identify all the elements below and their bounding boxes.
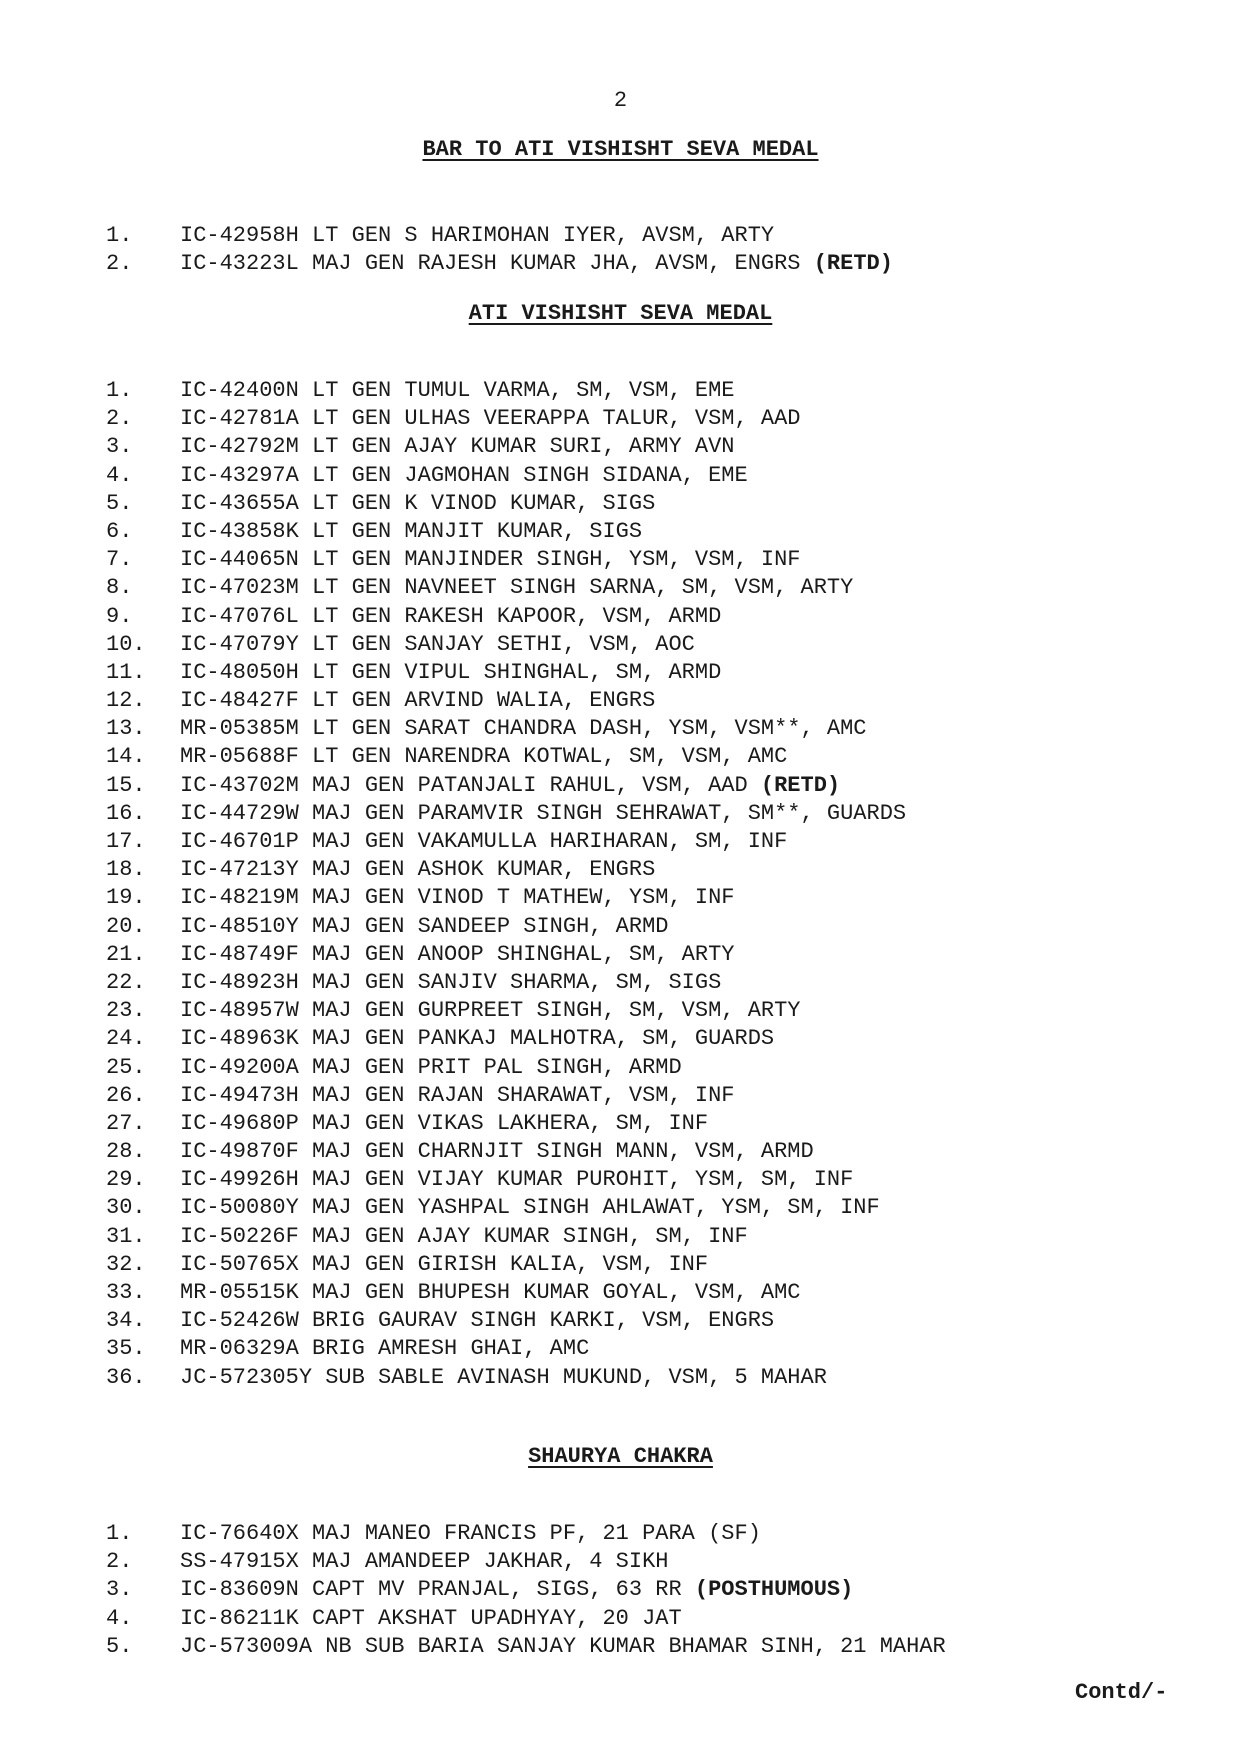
item-text <box>180 1364 827 1392</box>
item-number: 1. <box>106 378 133 403</box>
item-text <box>180 884 735 912</box>
item-text <box>180 603 721 631</box>
item-number: 15. <box>106 772 146 798</box>
item-number: 5. <box>106 1633 133 1659</box>
item-number: 18. <box>106 857 146 883</box>
item-number: 16. <box>106 800 146 826</box>
item-number: 3. <box>106 434 133 460</box>
item-details: IC-48427F LT GEN ARVIND WALIA, ENGRS <box>180 688 656 714</box>
item-text <box>180 1307 774 1335</box>
item-text <box>180 997 801 1025</box>
section-heading-avsm: ATI VISHISHT SEVA MEDAL <box>468 301 773 326</box>
item-text <box>180 490 655 518</box>
item-text <box>180 1110 708 1138</box>
item-text <box>180 969 721 997</box>
item-details: IC-42958H LT GEN S HARIMOHAN IYER, AVSM, ARTY <box>180 223 775 248</box>
item-details: IC-46701P MAJ GEN VAKAMULLA HARIHARAN, SM, INF <box>180 829 788 854</box>
item-number: 7. <box>106 547 133 573</box>
item-number: 2. <box>106 1549 133 1575</box>
item-text <box>180 1633 946 1661</box>
item-number: 22. <box>106 969 146 995</box>
item-details: IC-47076L LT GEN RAKESH KAPOOR, VSM, ARMD <box>180 603 722 629</box>
item-text <box>180 687 655 715</box>
item-details: IC-47079Y LT GEN SANJAY SETHI, VSM, AOC <box>180 631 695 657</box>
item-text <box>180 377 735 405</box>
item-details: JC-572305Y SUB SABLE AVINASH MUKUND, VSM, 5 MAHAR <box>180 1364 827 1390</box>
item-details: IC-42792M LT GEN AJAY KUMAR SURI, ARMY AVN <box>180 434 735 460</box>
item-number: 27. <box>106 1110 146 1136</box>
item-details: IC-47213Y MAJ GEN ASHOK KUMAR, ENGRS <box>180 857 656 883</box>
item-text <box>180 1548 668 1576</box>
item-text <box>180 856 655 884</box>
item-details: IC-43223L MAJ GEN RAJESH KUMAR JHA, AVSM, ENGRS <box>180 251 801 277</box>
item-details: IC-48923H MAJ GEN SANJIV SHARMA, SM, SIGS <box>180 969 722 995</box>
item-details: IC-48963K MAJ GEN PANKAJ MALHOTRA, SM, GUARDS <box>180 1026 775 1052</box>
item-text <box>180 1335 589 1363</box>
item-status-note: (RETD) <box>760 772 841 798</box>
item-number: 1. <box>106 223 133 248</box>
item-number: 21. <box>106 941 146 967</box>
item-text <box>180 1223 748 1251</box>
item-status-note: (POSTHUMOUS) <box>694 1577 854 1603</box>
item-number: 9. <box>106 603 133 629</box>
item-text <box>180 1605 682 1633</box>
item-number: 25. <box>106 1054 146 1080</box>
item-number: 28. <box>106 1139 146 1165</box>
item-number: 30. <box>106 1195 146 1221</box>
item-number: 2. <box>106 251 133 277</box>
item-details: IC-49473H MAJ GEN RAJAN SHARAWAT, VSM, INF <box>180 1082 735 1108</box>
contd-footer: Contd/- <box>1075 1680 1168 1705</box>
item-number: 10. <box>106 631 146 657</box>
item-number: 13. <box>106 716 146 742</box>
item-text <box>180 715 867 743</box>
page-number: 2 <box>613 88 628 113</box>
item-details: IC-86211K CAPT AKSHAT UPADHYAY, 20 JAT <box>180 1605 682 1631</box>
item-text <box>180 800 906 828</box>
item-text <box>180 913 668 941</box>
item-text <box>180 546 801 574</box>
item-number: 1. <box>106 1521 133 1546</box>
item-details: IC-49680P MAJ GEN VIKAS LAKHERA, SM, INF <box>180 1110 709 1136</box>
item-number: 4. <box>106 1605 133 1631</box>
item-number: 26. <box>106 1082 146 1108</box>
item-number: 32. <box>106 1251 146 1277</box>
item-text <box>180 1576 853 1604</box>
item-details: MR-05688F LT GEN NARENDRA KOTWAL, SM, VSM, AMC <box>180 744 788 770</box>
item-number: 19. <box>106 885 146 911</box>
item-text <box>180 743 787 771</box>
item-text <box>180 631 695 659</box>
section-heading-shaurya-chakra: SHAURYA CHAKRA <box>528 1444 713 1469</box>
item-details: IC-44729W MAJ GEN PARAMVIR SINGH SEHRAWAT, SM**, GUARDS <box>180 800 907 826</box>
item-details: IC-76640X MAJ MANEO FRANCIS PF, 21 PARA (SF) <box>180 1521 761 1546</box>
item-number: 29. <box>106 1167 146 1193</box>
item-details: IC-49870F MAJ GEN CHARNJIT SINGH MANN, VSM, ARMD <box>180 1139 814 1165</box>
item-number: 36. <box>106 1364 146 1390</box>
item-number: 33. <box>106 1280 146 1305</box>
item-details: IC-49926H MAJ GEN VIJAY KUMAR PUROHIT, YSM, SM, INF <box>180 1167 854 1193</box>
item-details: IC-47023M LT GEN NAVNEET SINGH SARNA, SM, VSM, ARTY <box>180 575 854 601</box>
item-details: MR-06329A BRIG AMRESH GHAI, AMC <box>180 1336 590 1362</box>
item-details: MR-05385M LT GEN SARAT CHANDRA DASH, YSM, VSM**, AMC <box>180 716 867 742</box>
section-heading-bar-avsm: BAR TO ATI VISHISHT SEVA MEDAL <box>422 137 819 162</box>
item-details: IC-50080Y MAJ GEN YASHPAL SINGH AHLAWAT, YSM, SM, INF <box>180 1195 880 1221</box>
item-details: IC-49200A MAJ GEN PRIT PAL SINGH, ARMD <box>180 1054 682 1080</box>
item-text <box>180 1138 814 1166</box>
item-number: 14. <box>106 744 146 770</box>
item-details: IC-48219M MAJ GEN VINOD T MATHEW, YSM, INF <box>180 885 735 911</box>
item-details: IC-52426W BRIG GAURAV SINGH KARKI, VSM, ENGRS <box>180 1308 775 1334</box>
item-text <box>180 1166 853 1194</box>
item-details: IC-50226F MAJ GEN AJAY KUMAR SINGH, SM, INF <box>180 1223 748 1249</box>
item-number: 12. <box>106 688 146 714</box>
item-number: 11. <box>106 659 146 685</box>
item-details: IC-48749F MAJ GEN ANOOP SHINGHAL, SM, ARTY <box>180 941 735 967</box>
item-number: 24. <box>106 1026 146 1052</box>
item-status-note: (RETD) <box>813 251 893 277</box>
item-details: IC-42781A LT GEN ULHAS VEERAPPA TALUR, VSM, AAD <box>180 406 801 432</box>
item-text <box>180 250 893 278</box>
item-text <box>180 828 787 856</box>
item-details: IC-42400N LT GEN TUMUL VARMA, SM, VSM, EME <box>180 378 735 403</box>
item-text <box>180 1054 682 1082</box>
item-text <box>180 433 735 461</box>
item-details: IC-48957W MAJ GEN GURPREET SINGH, SM, VSM, ARTY <box>180 998 801 1024</box>
item-details: IC-50765X MAJ GEN GIRISH KALIA, VSM, INF <box>180 1251 709 1277</box>
item-text <box>180 405 801 433</box>
item-details: IC-43297A LT GEN JAGMOHAN SINGH SIDANA, EME <box>180 462 748 488</box>
item-details: JC-573009A NB SUB BARIA SANJAY KUMAR BHAMAR SINH, 21 MAHAR <box>180 1633 946 1659</box>
item-text <box>180 518 642 546</box>
item-number: 20. <box>106 913 146 939</box>
item-text <box>180 941 735 969</box>
item-text <box>180 659 721 687</box>
item-details: IC-44065N LT GEN MANJINDER SINGH, YSM, VSM, INF <box>180 547 801 573</box>
item-text <box>180 222 774 250</box>
item-text <box>180 1520 761 1548</box>
item-details: MR-05515K MAJ GEN BHUPESH KUMAR GOYAL, VSM, AMC <box>180 1280 801 1305</box>
item-text <box>180 772 840 800</box>
item-number: 5. <box>106 490 133 516</box>
item-details: SS-47915X MAJ AMANDEEP JAKHAR, 4 SIKH <box>180 1549 669 1575</box>
item-details: IC-43702M MAJ GEN PATANJALI RAHUL, VSM, AAD <box>180 772 748 798</box>
item-details: IC-83609N CAPT MV PRANJAL, SIGS, 63 RR <box>180 1577 682 1603</box>
item-number: 35. <box>106 1336 146 1362</box>
item-text <box>180 574 853 602</box>
item-text <box>180 1279 801 1307</box>
item-number: 8. <box>106 575 133 601</box>
item-text <box>180 462 748 490</box>
item-text <box>180 1194 880 1222</box>
item-number: 2. <box>106 406 133 432</box>
item-details: IC-48510Y MAJ GEN SANDEEP SINGH, ARMD <box>180 913 669 939</box>
item-number: 4. <box>106 462 133 488</box>
item-number: 17. <box>106 829 146 854</box>
item-number: 3. <box>106 1577 133 1603</box>
item-text <box>180 1082 735 1110</box>
item-number: 23. <box>106 998 146 1024</box>
item-details: IC-43858K LT GEN MANJIT KUMAR, SIGS <box>180 518 643 544</box>
item-number: 31. <box>106 1223 146 1249</box>
item-number: 34. <box>106 1308 146 1334</box>
item-number: 6. <box>106 518 133 544</box>
item-details: IC-43655A LT GEN K VINOD KUMAR, SIGS <box>180 490 656 516</box>
item-text <box>180 1251 708 1279</box>
item-text <box>180 1025 774 1053</box>
item-details: IC-48050H LT GEN VIPUL SHINGHAL, SM, ARMD <box>180 659 722 685</box>
